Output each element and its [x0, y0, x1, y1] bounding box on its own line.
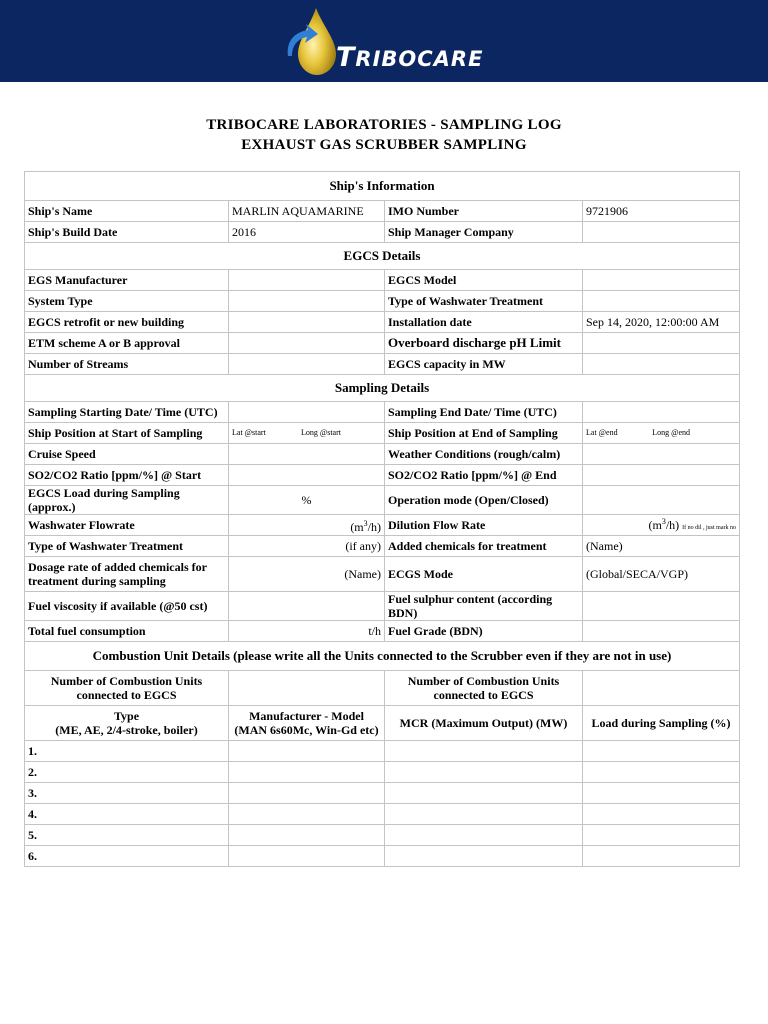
document-title: [0, 115, 768, 155]
brand-name: TRIBOCARE: [336, 42, 484, 73]
lat-start-hint: Lat @start: [232, 428, 266, 437]
streams-label: Number of Streams: [25, 354, 229, 375]
ph-limit-label: Overboard discharge pH Limit: [385, 333, 583, 354]
table-row: [25, 557, 740, 592]
unit-load-field[interactable]: [583, 846, 740, 867]
section-ship-info: [25, 172, 740, 201]
long-start-hint: Long @start: [300, 428, 341, 437]
long-end-hint: Long @end: [652, 428, 690, 437]
operation-mode-label: Operation mode (Open/Closed): [385, 486, 583, 515]
consumption-field[interactable]: t/h: [229, 621, 385, 642]
build-date-field[interactable]: 2016: [229, 222, 385, 243]
unit-load-field[interactable]: [583, 804, 740, 825]
unit-load-field[interactable]: [583, 762, 740, 783]
washwater-flowrate-label: Washwater Flowrate: [25, 515, 229, 536]
so2-start-label: SO2/CO2 Ratio [ppm/%] @ Start: [25, 465, 229, 486]
table-row: [25, 515, 740, 536]
unit-row-number: 6.: [25, 846, 229, 867]
system-type-label: System Type: [25, 291, 229, 312]
ships-name-field[interactable]: MARLIN AQUAMARINE: [229, 201, 385, 222]
streams-field[interactable]: [229, 354, 385, 375]
ecgs-mode-label: ECGS Mode: [385, 557, 583, 592]
sampling-start-label: Sampling Starting Date/ Time (UTC): [25, 402, 229, 423]
egcs-load-field[interactable]: [229, 486, 385, 515]
position-start-label: Ship Position at Start of Sampling: [25, 423, 229, 444]
table-row: [25, 270, 740, 291]
table-header-row: [25, 706, 740, 741]
col-type-header: Type (ME, AE, 2/4-stroke, boiler): [25, 706, 229, 741]
table-row: [25, 291, 740, 312]
ww-treatment-field[interactable]: (if any): [229, 536, 385, 557]
sampling-start-field[interactable]: [229, 402, 385, 423]
unit-row-number: 4.: [25, 804, 229, 825]
ecgs-mode-field[interactable]: (Global/SECA/VGP): [583, 557, 740, 592]
table-row: [25, 354, 740, 375]
unit-load-field[interactable]: [583, 741, 740, 762]
section-egcs: [25, 243, 740, 270]
combustion-count-field[interactable]: [229, 671, 385, 706]
table-row: [25, 671, 740, 706]
washwater-type-field[interactable]: [583, 291, 740, 312]
table-row: [25, 592, 740, 621]
unit-mcr-field[interactable]: [385, 846, 583, 867]
manager-company-label: Ship Manager Company: [385, 222, 583, 243]
etm-scheme-field[interactable]: [229, 333, 385, 354]
unit-mcr-field[interactable]: [385, 783, 583, 804]
so2-end-field[interactable]: [583, 465, 740, 486]
unit-manufacturer-field[interactable]: [229, 804, 385, 825]
unit-manufacturer-field[interactable]: [229, 825, 385, 846]
table-row: [25, 846, 740, 867]
egs-manufacturer-field[interactable]: [229, 270, 385, 291]
cruise-speed-label: Cruise Speed: [25, 444, 229, 465]
section-sampling: [25, 375, 740, 402]
weather-label: Weather Conditions (rough/calm): [385, 444, 583, 465]
sulphur-label: Fuel sulphur content (according BDN): [385, 592, 583, 621]
weather-field[interactable]: [583, 444, 740, 465]
dilution-flow-field[interactable]: $(m^3/h)$ If no dil , just mark no: [583, 515, 740, 536]
dosage-label: Dosage rate of added chemicals for treatment during sampling: [25, 557, 229, 592]
ww-treatment-label: Type of Washwater Treatment: [25, 536, 229, 557]
combustion-count-field-2[interactable]: [583, 671, 740, 706]
so2-start-field[interactable]: [229, 465, 385, 486]
sulphur-field[interactable]: [583, 592, 740, 621]
combustion-count-label-2: Number of Combustion Units connected to EGCS: [385, 671, 583, 706]
dilution-note: If no dil , just mark no: [682, 525, 736, 531]
egs-manufacturer-label: EGS Manufacturer: [25, 270, 229, 291]
percent-unit: %: [301, 493, 312, 507]
section-combustion: [25, 642, 740, 671]
ph-limit-field[interactable]: [583, 333, 740, 354]
imo-number-field[interactable]: 9721906: [583, 201, 740, 222]
unit-row-number: 3.: [25, 783, 229, 804]
table-row: [25, 825, 740, 846]
consumption-label: Total fuel consumption: [25, 621, 229, 642]
fuel-grade-label: Fuel Grade (BDN): [385, 621, 583, 642]
table-row: [25, 762, 740, 783]
unit-manufacturer-field[interactable]: [229, 783, 385, 804]
tribocare-logo: [280, 6, 500, 78]
table-row: [25, 465, 740, 486]
dosage-field[interactable]: (Name): [229, 557, 385, 592]
col-mcr-header: MCR (Maximum Output) (MW): [385, 706, 583, 741]
installation-date-label: Installation date: [385, 312, 583, 333]
ships-name-label: Ship's Name: [25, 201, 229, 222]
title-line-1: TRIBOCARE LABORATORIES - SAMPLING LOG: [206, 117, 562, 133]
imo-number-label: IMO Number: [385, 201, 583, 222]
table-row: [25, 804, 740, 825]
lat-end-hint: Lat @end: [586, 428, 618, 437]
unit-manufacturer-field[interactable]: [229, 846, 385, 867]
section-heading: Combustion Unit Details (please write all the Units connected to the Scrubber even if they are not in use): [25, 642, 740, 671]
section-heading: Sampling Details: [25, 375, 740, 402]
col-manufacturer-header: Manufacturer - Model (MAN 6s60Mc, Win-Gd etc): [229, 706, 385, 741]
system-type-field[interactable]: [229, 291, 385, 312]
sampling-end-label: Sampling End Date/ Time (UTC): [385, 402, 583, 423]
unit-row-number: 2.: [25, 762, 229, 783]
unit-mcr-field[interactable]: [385, 762, 583, 783]
table-row: [25, 536, 740, 557]
unit-load-field[interactable]: [583, 825, 740, 846]
unit-row-number: 5.: [25, 825, 229, 846]
capacity-label: EGCS capacity in MW: [385, 354, 583, 375]
egcs-model-field[interactable]: [583, 270, 740, 291]
sampling-log-table: [24, 171, 740, 867]
table-row: [25, 621, 740, 642]
washwater-type-label: Type of Washwater Treatment: [385, 291, 583, 312]
egcs-load-label: EGCS Load during Sampling (approx.): [25, 486, 229, 515]
build-date-label: Ship's Build Date: [25, 222, 229, 243]
position-end-label: Ship Position at End of Sampling: [385, 423, 583, 444]
table-row: [25, 333, 740, 354]
fuel-grade-field[interactable]: [583, 621, 740, 642]
unit-mcr-field[interactable]: [385, 741, 583, 762]
table-row: [25, 423, 740, 444]
table-row: [25, 444, 740, 465]
col-load-header: Load during Sampling (%): [583, 706, 740, 741]
title-line-2: EXHAUST GAS SCRUBBER SAMPLING: [241, 137, 527, 153]
section-heading: Ship's Information: [25, 172, 740, 201]
retrofit-label: EGCS retrofit or new building: [25, 312, 229, 333]
header-banner: [0, 0, 768, 82]
so2-end-label: SO2/CO2 Ratio [ppm/%] @ End: [385, 465, 583, 486]
table-row: [25, 222, 740, 243]
table-row: [25, 312, 740, 333]
capacity-field[interactable]: [583, 354, 740, 375]
table-row: [25, 783, 740, 804]
operation-mode-field[interactable]: [583, 486, 740, 515]
viscosity-field[interactable]: [229, 592, 385, 621]
egcs-model-label: EGCS Model: [385, 270, 583, 291]
cruise-speed-field[interactable]: [229, 444, 385, 465]
unit-row-number: 1.: [25, 741, 229, 762]
washwater-flowrate-field[interactable]: $(m^3/h)$: [229, 515, 385, 536]
unit-manufacturer-field[interactable]: [229, 762, 385, 783]
table-row: [25, 741, 740, 762]
unit-load-field[interactable]: [583, 783, 740, 804]
section-heading: EGCS Details: [25, 243, 740, 270]
sampling-end-field[interactable]: [583, 402, 740, 423]
retrofit-field[interactable]: [229, 312, 385, 333]
unit-mcr-field[interactable]: [385, 804, 583, 825]
unit-manufacturer-field[interactable]: [229, 741, 385, 762]
chemicals-field[interactable]: (Name): [583, 536, 740, 557]
combustion-count-label: Number of Combustion Units connected to EGCS: [25, 671, 229, 706]
installation-date-field[interactable]: Sep 14, 2020, 12:00:00 AM: [583, 312, 740, 333]
table-row: [25, 402, 740, 423]
table-row: [25, 486, 740, 515]
position-end-field[interactable]: [583, 423, 740, 444]
dilution-flow-label: Dilution Flow Rate: [385, 515, 583, 536]
manager-company-field[interactable]: [583, 222, 740, 243]
position-start-field[interactable]: [229, 423, 385, 444]
unit-mcr-field[interactable]: [385, 825, 583, 846]
table-row: [25, 201, 740, 222]
etm-scheme-label: ETM scheme A or B approval: [25, 333, 229, 354]
viscosity-label: Fuel viscosity if available (@50 cst): [25, 592, 229, 621]
chemicals-label: Added chemicals for treatment: [385, 536, 583, 557]
